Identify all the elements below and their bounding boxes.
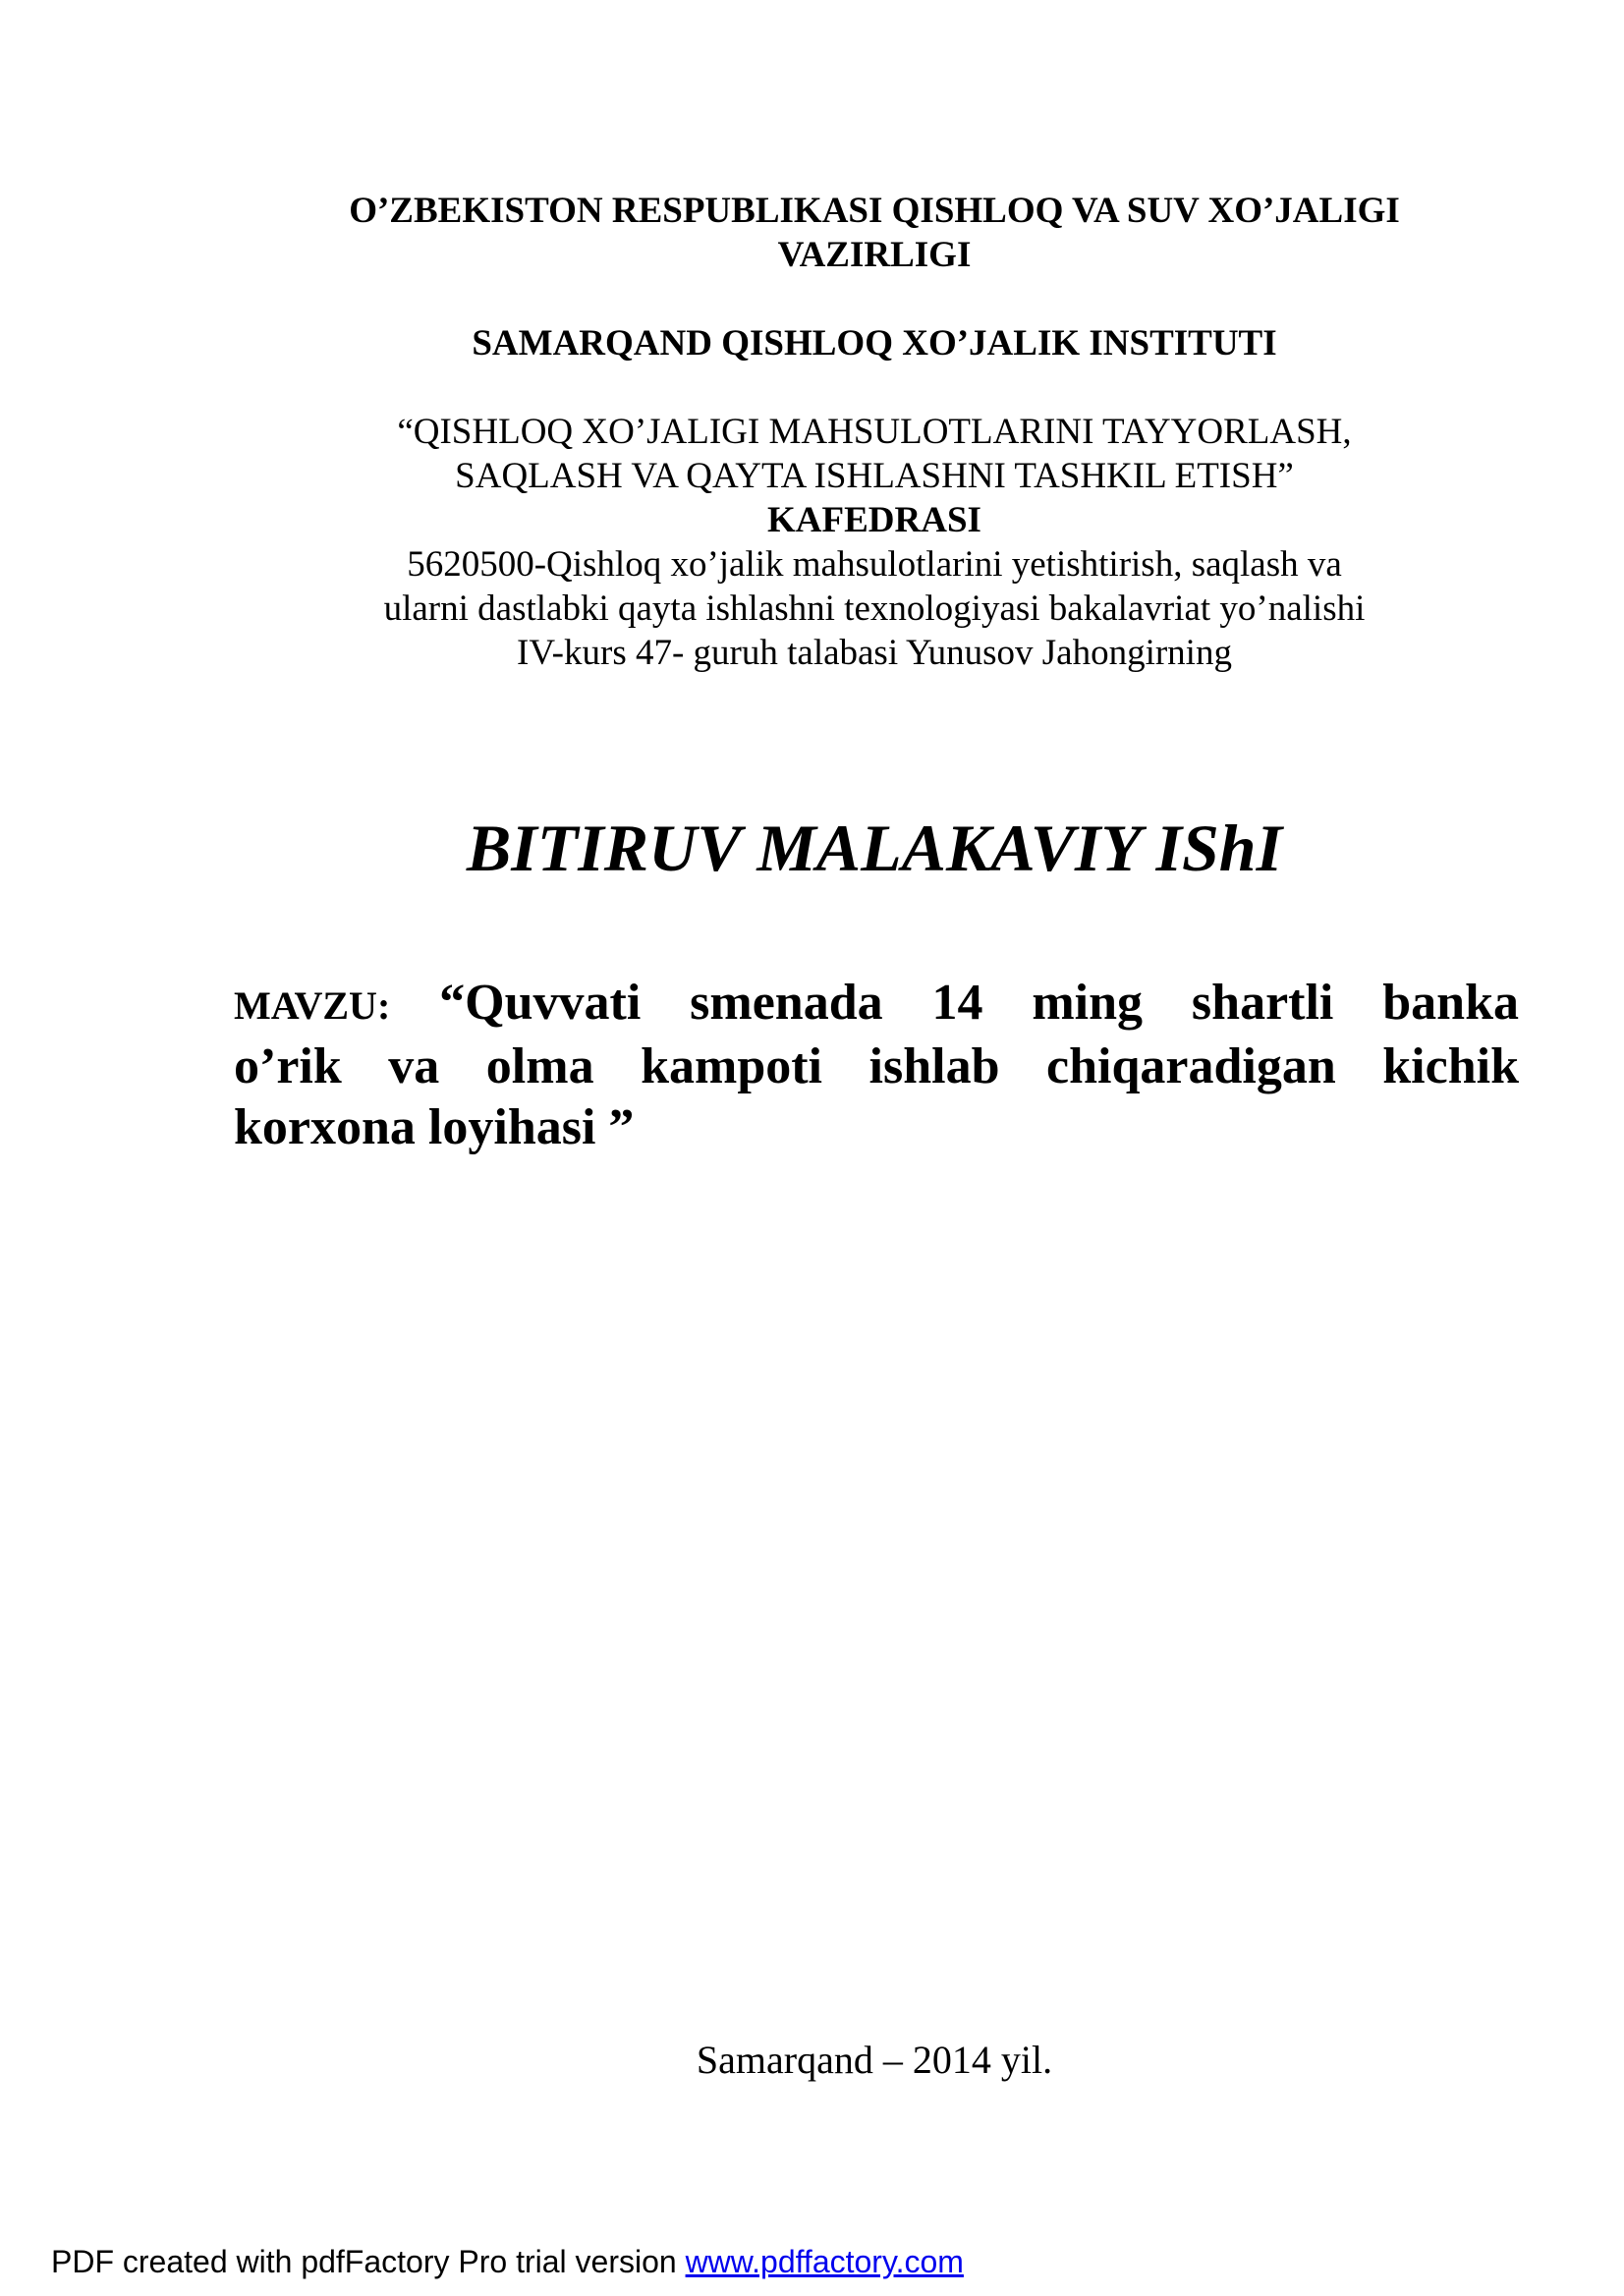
topic-block	[234, 973, 1519, 1158]
institute-heading: SAMARQAND QISHLOQ XO’JALIK INSTITUTI	[472, 323, 1277, 364]
ministry-line-2: VAZIRLIGI	[777, 235, 972, 275]
footer-link[interactable]: www.pdffactory.com	[685, 2244, 964, 2279]
topic-text-line-3: korxona loyihasi ”	[234, 1099, 635, 1155]
department-name-line-1: “QISHLOQ XO’JALIGI MAHSULOTLARINI TAYYORLASH,	[397, 412, 1352, 452]
topic-line-1	[234, 973, 1519, 1036]
topic-label: MAVZU:	[234, 983, 391, 1028]
topic-text-line-2: o’rik va olma kampoti ishlab chiqaradigan kichik	[234, 1038, 1519, 1094]
kafedra-label: KAFEDRASI	[767, 500, 981, 540]
ministry-line-1: O’ZBEKISTON RESPUBLIKASI QISHLOQ VA SUV XO’JALIGI	[349, 191, 1400, 231]
department-block	[295, 410, 1454, 675]
ministry-heading	[295, 189, 1454, 277]
footer-text: PDF created with pdfFactory Pro trial version	[51, 2244, 686, 2279]
student-line: IV-kurs 47- guruh talabasi Yunusov Jahongirning	[517, 633, 1232, 673]
department-name-line-2: SAQLASH VA QAYTA ISHLASHNI TASHKIL ETISH”	[455, 456, 1294, 496]
topic-text-line-1: “Quvvati smenada 14 ming shartli banka	[439, 975, 1519, 1031]
direction-line-2: ularni dastlabki qayta ishlashni texnologiyasi bakalavriat yo’nalishi	[383, 588, 1366, 629]
place-year: Samarqand – 2014 yil.	[696, 2038, 1053, 2082]
pdf-footer	[51, 2243, 964, 2280]
work-title: BITIRUV MALAKAVIY IShI	[466, 811, 1283, 885]
direction-line-1: 5620500-Qishloq xo’jalik mahsulotlarini yetishtirish, saqlash va	[407, 544, 1342, 585]
